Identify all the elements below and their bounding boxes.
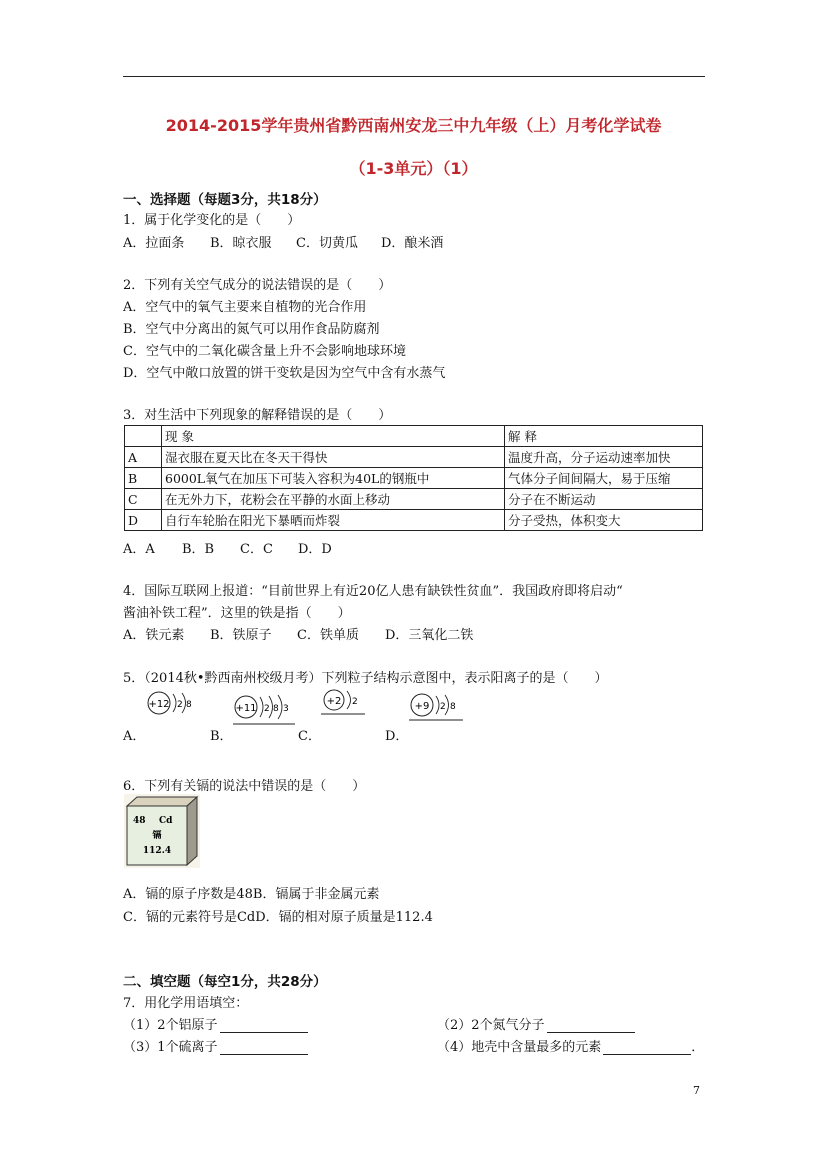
q4-stem-line2: 酱油补铁工程”．这里的铁是指（ ） <box>123 606 351 621</box>
atomic-mass: 112.4 <box>142 846 172 856</box>
q3-option-b: B．B <box>182 542 215 557</box>
element-name: 镉 <box>152 831 162 841</box>
section-1-heading: 一、选择题（每题3分，共18分） <box>123 192 327 208</box>
table-cell: 在无外力下，花粉会在平静的水面上移动 <box>162 489 505 510</box>
table-cell: 分子受热，体积变大 <box>505 510 703 531</box>
q6-options-line2: C．镉的元素符号是CdD．镉的相对原子质量是112.4 <box>123 910 433 925</box>
shell-electrons: 3 <box>283 704 289 714</box>
q5-option-c: C． <box>298 729 321 744</box>
card-top-face <box>127 797 197 806</box>
table-cell: B <box>125 468 162 489</box>
q5-option-b: B． <box>210 729 233 744</box>
q4-option-d: D．三氧化二铁 <box>385 628 474 643</box>
q7-stem: 7．用化学用语填空： <box>123 996 249 1011</box>
table-header-cell <box>125 426 162 447</box>
q3-option-d: D．D <box>298 542 332 557</box>
answer-blank[interactable] <box>220 1040 308 1055</box>
q5-option-d: D． <box>385 729 409 744</box>
table-cell: A <box>125 447 162 468</box>
nucleus-charge: +2 <box>326 696 342 707</box>
page-subtitle: （1-3单元）（1） <box>349 159 478 178</box>
cadmium-element-card <box>124 794 200 868</box>
atomic-number: 48 <box>133 816 146 826</box>
q3-table <box>124 425 703 531</box>
table-row <box>125 510 703 531</box>
shell-electrons: 8 <box>186 700 192 710</box>
q7-item-4 <box>437 1036 704 1055</box>
table-cell: 6000L氧气在加压下可装入容积为40L的钢瓶中 <box>162 468 505 489</box>
nucleus-charge: +11 <box>235 703 257 714</box>
table-cell: D <box>125 510 162 531</box>
table-header-row <box>125 426 703 447</box>
table-header-cell: 现 象 <box>162 426 505 447</box>
header-rule <box>123 76 705 77</box>
q7-item-2 <box>437 1014 635 1033</box>
q1-option-a: A．拉面条 <box>123 236 185 251</box>
shell-electrons: 2 <box>440 702 446 712</box>
shell-electrons: 2 <box>352 697 358 707</box>
answer-blank[interactable] <box>547 1018 635 1033</box>
table-cell: 温度升高，分子运动速率加快 <box>505 447 703 468</box>
electron-shell <box>436 696 439 714</box>
q7-item-label: （1）2个铝原子 <box>123 1018 218 1033</box>
q6-stem: 6．下列有关镉的说法中错误的是（ ） <box>123 779 366 794</box>
card-side-face <box>187 797 197 865</box>
q7-item-label: （4）地壳中含量最多的元素 <box>437 1040 602 1055</box>
electron-shell <box>173 694 176 712</box>
q7-item-label: （2）2个氮气分子 <box>437 1018 545 1033</box>
q2-stem: 2．下列有关空气成分的说法错误的是（ ） <box>123 278 392 293</box>
table-cell: C <box>125 489 162 510</box>
q1-option-d: D．酿米酒 <box>381 236 444 251</box>
q7-item-label: （3）1个硫离子 <box>123 1040 218 1055</box>
page-title: 2014-2015学年贵州省黔西南州安龙三中九年级（上）月考化学试卷 <box>165 116 662 135</box>
table-cell: 自行车轮胎在阳光下暴晒而炸裂 <box>162 510 505 531</box>
table-cell: 湿衣服在夏天比在冬天干得快 <box>162 447 505 468</box>
q7-item-3 <box>123 1036 308 1055</box>
element-symbol: Cd <box>159 816 173 826</box>
nucleus-charge: +12 <box>148 699 170 710</box>
nucleus-charge: +9 <box>414 701 430 712</box>
q3-stem: 3．对生活中下列现象的解释错误的是（ ） <box>123 408 392 423</box>
answer-blank[interactable] <box>603 1040 691 1055</box>
q4-option-a: A．铁元素 <box>123 628 185 643</box>
electron-shell <box>260 697 263 717</box>
q5-stem: 5．（2014秋•黔西南州校级月考）下列粒子结构示意图中，表示阳离子的是（ ） <box>123 671 608 686</box>
table-row <box>125 468 703 489</box>
table-cell: 分子在不断运动 <box>505 489 703 510</box>
table-cell: 气体分子间间隔大，易于压缩 <box>505 468 703 489</box>
q7-item-1 <box>123 1014 308 1033</box>
page-number: 7 <box>693 1084 700 1097</box>
shell-electrons: 2 <box>264 704 270 714</box>
q1-stem: 1．属于化学变化的是（ ） <box>123 213 301 228</box>
q4-option-c: C．铁单质 <box>297 628 359 643</box>
shell-electrons: 2 <box>177 700 183 710</box>
answer-blank[interactable] <box>220 1018 308 1033</box>
q4-stem-line1: 4．国际互联网上报道：“目前世界上有近20亿人患有缺铁性贫血”．我国政府即将启动“ <box>123 584 623 599</box>
electron-shell <box>347 691 351 709</box>
q2-option-a: A．空气中的氧气主要来自植物的光合作用 <box>123 300 367 315</box>
q6-options-line1: A．镉的原子序数是48B．镉属于非金属元素 <box>123 887 380 902</box>
q1-option-c: C．切黄瓜 <box>296 236 358 251</box>
q2-option-c: C．空气中的二氧化碳含量上升不会影响地球环境 <box>123 344 406 359</box>
shell-electrons: 8 <box>450 702 456 712</box>
q2-option-d: D．空气中敞口放置的饼干变软是因为空气中含有水蒸气 <box>123 366 446 381</box>
q1-option-b: B．晾衣服 <box>210 236 272 251</box>
q4-option-b: B．铁原子 <box>210 628 272 643</box>
table-header-cell: 解 释 <box>505 426 703 447</box>
table-row <box>125 447 703 468</box>
q2-option-b: B．空气中分离出的氮气可以用作食品防腐剂 <box>123 322 380 337</box>
q3-option-a: A．A <box>123 542 155 557</box>
shell-electrons: 8 <box>273 704 279 714</box>
q5-option-a: A． <box>123 729 146 744</box>
atom-diagram-d <box>409 692 463 722</box>
q7-end-mark: ． <box>691 1040 705 1055</box>
atom-diagram-b <box>233 692 295 726</box>
q3-option-c: C．C <box>240 542 273 557</box>
atom-diagram-a <box>146 690 198 718</box>
table-row <box>125 489 703 510</box>
section-2-heading: 二、填空题（每空1分，共28分） <box>123 974 327 990</box>
atom-diagram-c <box>321 688 365 716</box>
